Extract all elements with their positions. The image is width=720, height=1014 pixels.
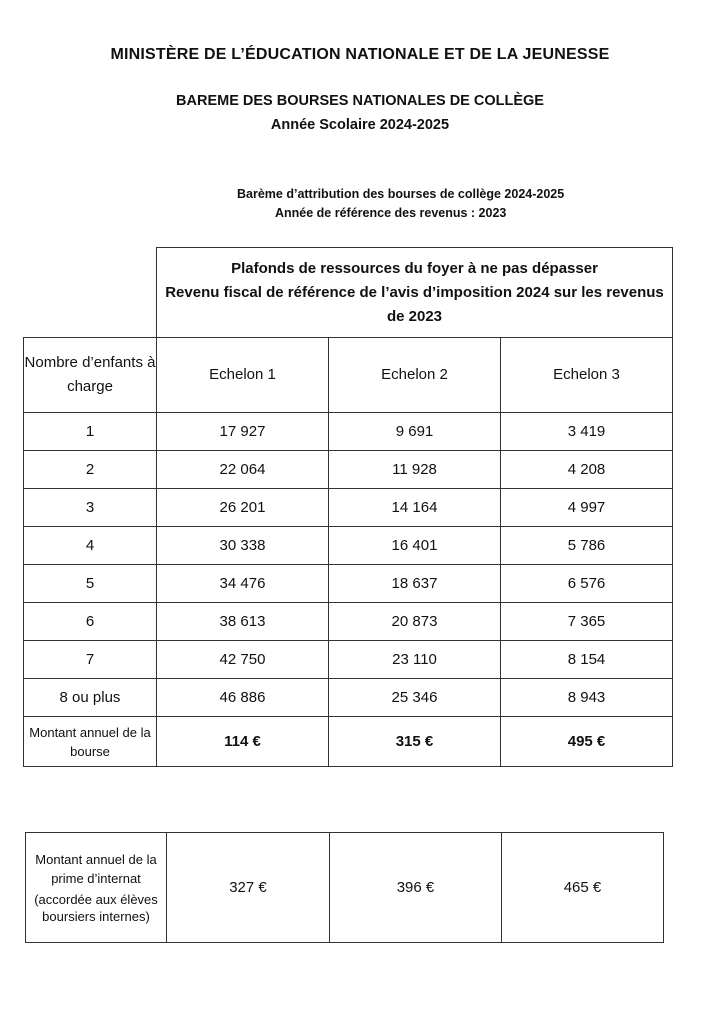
table-header-row <box>24 248 673 338</box>
echelon-1-ceiling: 38 613 <box>157 603 329 641</box>
internat-label: Montant annuel de la prime d’internat <box>35 852 157 886</box>
table-row <box>24 565 673 603</box>
echelon-2-ceiling: 16 401 <box>329 527 501 565</box>
internat-echelon-1-amount: 327 € <box>167 833 330 943</box>
table-row <box>24 527 673 565</box>
internat-row <box>26 833 664 943</box>
echelon-3-ceiling: 3 419 <box>501 413 673 451</box>
table-row <box>24 451 673 489</box>
plafond-header <box>157 248 673 338</box>
bourse-amount-label: Montant annuel de la bourse <box>24 717 157 767</box>
echelon-1-ceiling: 42 750 <box>157 641 329 679</box>
echelon-3-ceiling: 8 154 <box>501 641 673 679</box>
children-count: 6 <box>24 603 157 641</box>
children-count: 3 <box>24 489 157 527</box>
echelon-1-amount: 114 € <box>157 717 329 767</box>
echelon-2-ceiling: 25 346 <box>329 679 501 717</box>
table-row <box>24 679 673 717</box>
echelon-1-header: Echelon 1 <box>157 338 329 413</box>
echelon-2-ceiling: 9 691 <box>329 413 501 451</box>
plafond-line-1: Plafonds de ressources du foyer à ne pas dépasser <box>231 259 598 277</box>
echelon-3-ceiling: 4 997 <box>501 489 673 527</box>
echelon-1-ceiling: 46 886 <box>157 679 329 717</box>
plafond-line-2: Revenu fiscal de référence de l’avis d’imposition 2024 sur les revenus de 2023 <box>165 283 664 325</box>
echelon-3-ceiling: 6 576 <box>501 565 673 603</box>
children-count: 7 <box>24 641 157 679</box>
echelon-2-ceiling: 18 637 <box>329 565 501 603</box>
echelon-3-ceiling: 4 208 <box>501 451 673 489</box>
children-count: 5 <box>24 565 157 603</box>
echelon-3-amount: 495 € <box>501 717 673 767</box>
internat-note: (accordée aux élèves boursiers internes) <box>34 892 158 924</box>
ministry-title: MINISTÈRE DE L’ÉDUCATION NATIONALE ET DE LA JEUNESSE <box>110 46 610 63</box>
bareme-subtitle: Barème d’attribution des bourses de collège 2024-2025 <box>237 187 565 201</box>
table-row <box>24 603 673 641</box>
children-count: 4 <box>24 527 157 565</box>
table-row <box>24 641 673 679</box>
echelon-3-ceiling: 8 943 <box>501 679 673 717</box>
table-row <box>24 413 673 451</box>
echelon-3-header: Echelon 3 <box>501 338 673 413</box>
income-ceiling-table <box>23 247 673 767</box>
internat-label-cell <box>26 833 167 943</box>
echelon-2-ceiling: 11 928 <box>329 451 501 489</box>
children-column-header: Nombre d’enfants à charge <box>24 338 157 413</box>
internat-echelon-2-amount: 396 € <box>330 833 502 943</box>
blank-corner-cell <box>24 248 157 338</box>
children-count: 8 ou plus <box>24 679 157 717</box>
children-count: 2 <box>24 451 157 489</box>
internat-echelon-3-amount: 465 € <box>502 833 664 943</box>
echelon-2-amount: 315 € <box>329 717 501 767</box>
echelon-2-ceiling: 14 164 <box>329 489 501 527</box>
internat-premium-table <box>25 832 664 943</box>
echelon-2-ceiling: 23 110 <box>329 641 501 679</box>
bourse-amount-row <box>24 717 673 767</box>
document-title: BAREME DES BOURSES NATIONALES DE COLLÈGE <box>176 93 544 109</box>
echelon-1-ceiling: 30 338 <box>157 527 329 565</box>
echelon-3-ceiling: 5 786 <box>501 527 673 565</box>
table-row <box>24 489 673 527</box>
reference-year: Année de référence des revenus : 2023 <box>275 206 507 220</box>
echelon-1-ceiling: 17 927 <box>157 413 329 451</box>
echelon-1-ceiling: 34 476 <box>157 565 329 603</box>
school-year: Année Scolaire 2024-2025 <box>270 117 450 133</box>
echelon-2-header: Echelon 2 <box>329 338 501 413</box>
column-header-row <box>24 338 673 413</box>
echelon-2-ceiling: 20 873 <box>329 603 501 641</box>
echelon-3-ceiling: 7 365 <box>501 603 673 641</box>
echelon-1-ceiling: 22 064 <box>157 451 329 489</box>
children-count: 1 <box>24 413 157 451</box>
echelon-1-ceiling: 26 201 <box>157 489 329 527</box>
